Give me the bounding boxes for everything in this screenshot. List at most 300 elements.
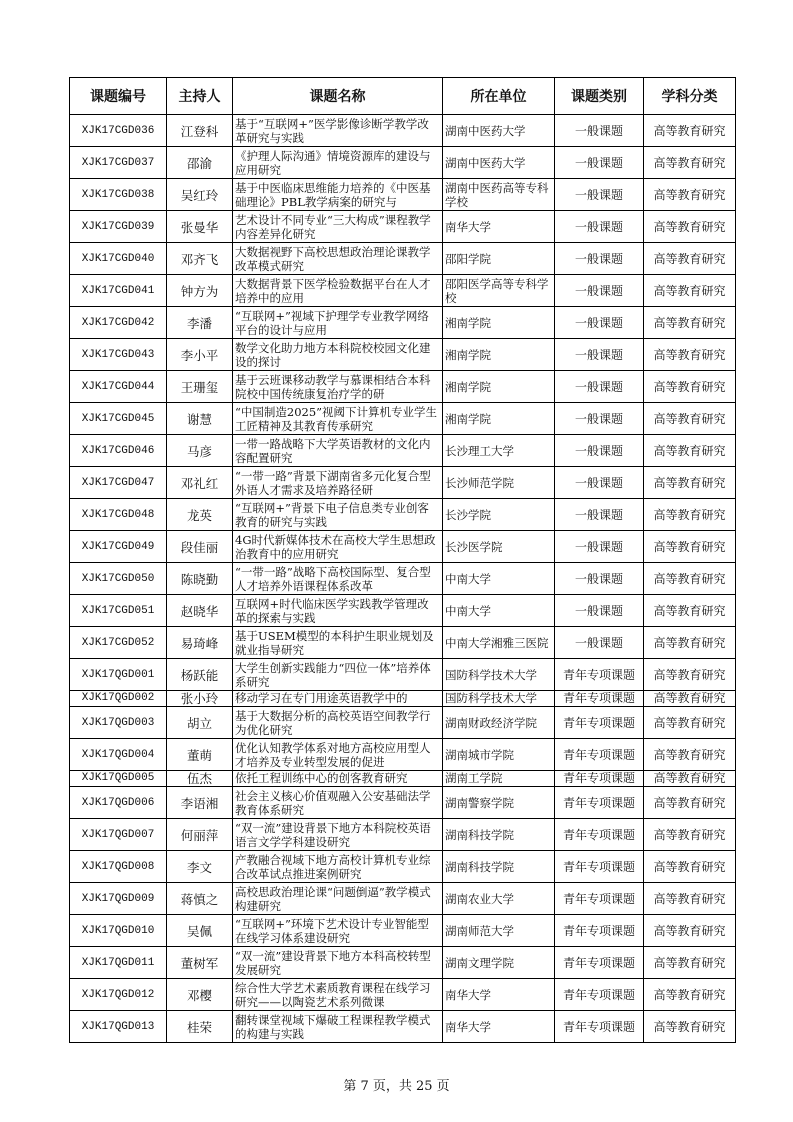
project-code-cell [70,499,167,531]
host-name-cell-text: 钟方为 [180,283,219,299]
project-title-cell-text: 大数据背景下医学检验数据平台在人才培养中的应用 [235,276,431,305]
project-title-cell [233,883,443,915]
category-cell-text: 青年专项课题 [562,956,635,970]
project-code-cell-text: XJK17CGD044 [81,380,155,393]
category-cell [555,275,644,307]
subject-cell-text: 高等教育研究 [653,124,726,138]
project-code-cell-text: XJK17CGD050 [81,572,155,585]
subject-cell-text: 高等教育研究 [653,1020,726,1034]
project-title-cell [233,435,443,467]
institution-cell [443,771,555,787]
header-category: 课题类别 [555,78,644,115]
table-row [70,371,736,403]
host-name-cell [167,531,233,563]
project-title-cell-text: 艺术设计不同专业“三大构成”课程教学内容差异化研究 [235,212,431,241]
project-title-cell-text: 数学文化助力地方本科院校校园文化建设的探讨 [235,340,431,369]
project-code-cell [70,339,167,371]
institution-cell [443,979,555,1011]
project-title-cell-text: 大数据视野下高校思想政治理论课教学改革模式研究 [235,244,431,273]
table-row [70,467,736,499]
project-title-cell [233,627,443,659]
institution-cell-text: 湘南学院 [445,347,491,362]
project-code-cell [70,371,167,403]
project-code-cell-text: XJK17QGD005 [81,772,155,784]
category-cell [555,211,644,243]
project-code-cell-text: XJK17QGD002 [81,692,155,704]
subject-cell-text: 高等教育研究 [653,220,726,234]
table-row [70,771,736,787]
category-cell-text: 青年专项课题 [562,860,635,874]
project-code-cell [70,707,167,739]
subject-cell-text: 高等教育研究 [653,284,726,298]
institution-cell [443,739,555,771]
subject-cell [644,499,736,531]
category-cell [555,883,644,915]
institution-cell [443,147,555,179]
subject-cell [644,403,736,435]
project-code-cell-text: XJK17QGD003 [81,716,155,729]
institution-cell-text: 湖南科技学院 [445,859,514,874]
subject-cell-text: 高等教育研究 [653,316,726,330]
category-cell-text: 一般课题 [574,220,623,234]
host-name-cell [167,467,233,499]
host-name-cell-text: 吴佩 [186,923,212,939]
project-code-cell-text: XJK17QGD001 [81,668,155,681]
host-name-cell [167,883,233,915]
project-title-cell-text: 高校思政治理论课“问题倒逼”教学模式构建研究 [235,884,431,913]
subject-cell [644,707,736,739]
institution-cell-text: 湖南科技学院 [445,827,514,842]
category-cell-text: 一般课题 [574,444,623,458]
table-row [70,243,736,275]
category-cell [555,947,644,979]
institution-cell [443,179,555,211]
table-row [70,307,736,339]
project-code-cell [70,771,167,787]
project-code-cell-text: XJK17CGD047 [81,476,155,489]
institution-cell-text: 湖南中医药大学 [445,155,526,170]
host-name-cell-text: 何丽萍 [180,827,219,843]
project-title-cell [233,1011,443,1043]
project-title-cell-text: 基于中医临床思维能力培养的《中医基础理论》PBL教学病案的研究与 [235,180,431,209]
category-cell-text: 一般课题 [574,188,623,202]
subject-cell [644,467,736,499]
page-footer: 第 7 页，共 25 页 [343,1079,450,1094]
subject-cell-text: 高等教育研究 [653,508,726,522]
host-name-cell-text: 龙英 [186,507,212,523]
subject-cell [644,739,736,771]
category-cell [555,627,644,659]
category-cell [555,851,644,883]
table-row [70,691,736,707]
category-cell [555,435,644,467]
category-cell [555,979,644,1011]
project-title-cell-text: 优化认知教学体系对地方高校应用型人才培养及专业转型发展的促进 [235,740,431,769]
table-row [70,915,736,947]
project-title-cell-text: “互联网+”视域下护理学专业教学网络平台的设计与应用 [235,308,429,337]
institution-cell-text: 南华大学 [445,219,491,234]
category-cell [555,739,644,771]
project-title-cell [233,307,443,339]
subject-cell-text: 高等教育研究 [653,956,726,970]
host-name-cell-text: 桂荣 [186,1019,212,1035]
category-cell [555,307,644,339]
host-name-cell [167,563,233,595]
subject-cell [644,211,736,243]
project-code-cell-text: XJK17CGD041 [81,284,155,297]
category-cell-text: 一般课题 [574,348,623,362]
institution-cell-text: 长沙理工大学 [445,443,514,458]
category-cell [555,771,644,787]
table-row [70,659,736,691]
host-name-cell-text: 易琦峰 [180,635,219,651]
project-title-cell [233,787,443,819]
project-code-cell-text: XJK17QGD011 [81,956,155,969]
project-code-cell-text: XJK17CGD049 [81,540,155,553]
category-cell-text: 一般课题 [574,124,623,138]
host-name-cell-text: 李文 [186,859,212,875]
host-name-cell-text: 邓齐飞 [180,251,219,267]
institution-cell-text: 湘南学院 [445,315,491,330]
institution-cell-text: 湖南文理学院 [445,955,514,970]
institution-cell-text: 湘南学院 [445,411,491,426]
category-cell-text: 青年专项课题 [562,748,635,762]
institution-cell [443,851,555,883]
category-cell-text: 一般课题 [574,284,623,298]
host-name-cell-text: 王珊玺 [180,379,219,395]
institution-cell-text: 中南大学 [445,603,491,618]
project-code-cell [70,179,167,211]
project-code-cell-text: XJK17CGD042 [81,316,155,329]
project-code-cell [70,435,167,467]
category-cell-text: 一般课题 [574,604,623,618]
project-code-cell-text: XJK17CGD037 [81,156,155,169]
table-row [70,339,736,371]
subject-cell [644,435,736,467]
institution-cell [443,435,555,467]
subject-cell-text: 高等教育研究 [653,772,726,785]
project-code-cell-text: XJK17CGD040 [81,252,155,265]
host-name-cell [167,947,233,979]
institution-cell [443,499,555,531]
project-code-cell [70,563,167,595]
project-title-cell-text: 综合性大学艺术素质教育课程在线学习研究——以陶瓷艺术系列微课 [235,980,431,1009]
category-cell [555,243,644,275]
subject-cell-text: 高等教育研究 [653,636,726,650]
subject-cell [644,1011,736,1043]
project-code-cell [70,1011,167,1043]
category-cell-text: 青年专项课题 [562,796,635,810]
table-row [70,179,736,211]
institution-cell-text: 国防科学技术大学 [445,667,537,682]
subject-cell [644,595,736,627]
category-cell-text: 一般课题 [574,412,623,426]
project-code-cell [70,883,167,915]
table-row [70,275,736,307]
project-code-cell [70,851,167,883]
subject-cell-text: 高等教育研究 [653,380,726,394]
category-cell-text: 一般课题 [574,572,623,586]
project-code-cell-text: XJK17QGD009 [81,892,155,905]
table-row [70,1011,736,1043]
project-code-cell-text: XJK17QGD013 [81,1020,155,1033]
subject-cell-text: 高等教育研究 [653,540,726,554]
institution-cell [443,467,555,499]
category-cell-text: 青年专项课题 [562,692,635,705]
project-code-cell-text: XJK17CGD038 [81,188,155,201]
category-cell [555,595,644,627]
institution-cell [443,563,555,595]
institution-cell [443,115,555,147]
category-cell [555,1011,644,1043]
project-code-cell [70,915,167,947]
project-title-cell-text: 一带一路战略下大学英语教材的文化内容配置研究 [235,436,431,465]
institution-cell [443,371,555,403]
project-code-cell-text: XJK17CGD043 [81,348,155,361]
header-subject: 学科分类 [644,78,736,115]
project-code-cell [70,531,167,563]
institution-cell-text: 南华大学 [445,987,491,1002]
subject-cell [644,979,736,1011]
header-code: 课题编号 [70,78,167,115]
project-title-cell-text: 移动学习在专门用途英语教学中的 [235,692,408,705]
institution-cell-text: 湖南中医药高等专科学校 [445,180,549,209]
table-header-row [70,78,736,115]
project-code-cell [70,467,167,499]
institution-cell [443,211,555,243]
host-name-cell-text: 马彦 [186,443,212,459]
subject-cell-text: 高等教育研究 [653,476,726,490]
category-cell-text: 青年专项课题 [562,668,635,682]
subject-cell-text: 高等教育研究 [653,924,726,938]
subject-cell [644,915,736,947]
project-title-cell-text: 《护理人际沟通》情境资源库的建设与应用研究 [235,148,431,177]
project-title-cell-text: 依托工程训练中心的创客教育研究 [235,772,408,785]
project-title-cell [233,115,443,147]
project-title-cell [233,851,443,883]
project-title-cell-text: “双一流”建设背景下地方本科高校转型发展研究 [235,948,431,977]
host-name-cell [167,147,233,179]
table-row [70,595,736,627]
institution-cell-text: 湖南中医药大学 [445,123,526,138]
institution-cell [443,531,555,563]
category-cell [555,339,644,371]
subject-cell-text: 高等教育研究 [653,188,726,202]
project-code-cell [70,211,167,243]
table-row [70,707,736,739]
project-title-cell [233,915,443,947]
host-name-cell-text: 张小玲 [180,692,219,705]
institution-cell [443,819,555,851]
project-title-cell-text: 翻转课堂视域下爆破工程课程教学模式的构建与实践 [235,1012,431,1041]
category-cell-text: 青年专项课题 [562,772,635,785]
institution-cell-text: 南华大学 [445,1019,491,1034]
host-name-cell-text: 陈晓勤 [180,571,219,587]
host-name-cell-text: 胡立 [186,715,212,731]
subject-cell [644,947,736,979]
project-code-cell [70,115,167,147]
project-title-cell-text: “互联网+”背景下电子信息类专业创客教育的研究与实践 [235,500,429,529]
host-name-cell-text: 李语湘 [180,795,219,811]
host-name-cell [167,915,233,947]
institution-cell-text: 湖南工学院 [445,772,503,785]
host-name-cell [167,739,233,771]
project-title-cell [233,659,443,691]
institution-cell-text: 湖南农业大学 [445,891,514,906]
project-code-cell-text: XJK17CGD046 [81,444,155,457]
subject-cell [644,627,736,659]
host-name-cell-text: 杨跃能 [180,667,219,683]
project-title-cell [233,211,443,243]
project-title-cell-text: 基于“互联网+”医学影像诊断学教学改革研究与实践 [235,116,429,145]
subject-cell [644,883,736,915]
host-name-cell-text: 李小平 [180,347,219,363]
project-code-cell-text: XJK17QGD006 [81,796,155,809]
institution-cell-text: 湖南财政经济学院 [445,715,537,730]
category-cell-text: 一般课题 [574,476,623,490]
category-cell-text: 青年专项课题 [562,924,635,938]
subject-cell [644,787,736,819]
institution-cell [443,243,555,275]
institution-cell-text: 湖南师范大学 [445,923,514,938]
table-row [70,147,736,179]
project-code-cell [70,627,167,659]
table-row [70,947,736,979]
project-code-cell-text: XJK17QGD012 [81,988,155,1001]
subject-cell-text: 高等教育研究 [653,252,726,266]
project-code-cell [70,659,167,691]
table-body [70,115,736,1043]
host-name-cell-text: 董萌 [186,747,212,763]
category-cell-text: 一般课题 [574,540,623,554]
project-title-cell-text: “一带一路”背景下湖南省多元化复合型外语人才需求及培养路径研 [235,468,431,497]
project-title-cell [233,531,443,563]
institution-cell [443,1011,555,1043]
project-code-cell-text: XJK17CGD045 [81,412,155,425]
host-name-cell [167,211,233,243]
category-cell [555,691,644,707]
host-name-cell-text: 蒋慎之 [180,891,219,907]
table-row [70,211,736,243]
project-code-cell-text: XJK17QGD008 [81,860,155,873]
project-title-cell-text: 互联网+时代临床医学实践教学管理改革的探索与实践 [235,596,429,625]
category-cell-text: 青年专项课题 [562,892,635,906]
institution-cell-text: 长沙医学院 [445,539,503,554]
category-cell [555,179,644,211]
table-row [70,531,736,563]
host-name-cell [167,979,233,1011]
institution-cell [443,947,555,979]
host-name-cell-text: 董树军 [180,955,219,971]
host-name-cell [167,115,233,147]
project-code-cell [70,403,167,435]
institution-cell-text: 长沙学院 [445,507,491,522]
table-row [70,499,736,531]
category-cell [555,403,644,435]
project-title-cell [233,947,443,979]
institution-cell-text: 湘南学院 [445,379,491,394]
category-cell-text: 一般课题 [574,252,623,266]
host-name-cell [167,595,233,627]
host-name-cell [167,1011,233,1043]
host-name-cell-text: 伍杰 [186,772,212,785]
project-code-cell [70,275,167,307]
host-name-cell [167,627,233,659]
project-code-cell [70,147,167,179]
project-title-cell [233,275,443,307]
project-title-cell [233,979,443,1011]
host-name-cell [167,403,233,435]
subject-cell-text: 高等教育研究 [653,988,726,1002]
project-code-cell-text: XJK17CGD051 [81,604,155,617]
header-title: 课题名称 [233,78,443,115]
category-cell [555,659,644,691]
project-code-cell-text: XJK17CGD036 [81,124,155,137]
subject-cell [644,275,736,307]
subject-cell [644,243,736,275]
subject-cell-text: 高等教育研究 [653,828,726,842]
host-name-cell [167,243,233,275]
category-cell-text: 一般课题 [574,316,623,330]
institution-cell-text: 邵阳学院 [445,251,491,266]
institution-cell-text: 湖南城市学院 [445,747,514,762]
subject-cell [644,819,736,851]
table-row [70,979,736,1011]
category-cell [555,707,644,739]
subject-cell [644,563,736,595]
host-name-cell-text: 赵晓华 [180,603,219,619]
host-name-cell [167,819,233,851]
institution-cell [443,627,555,659]
project-title-cell [233,707,443,739]
host-name-cell [167,275,233,307]
project-title-cell [233,499,443,531]
table-row [70,883,736,915]
category-cell [555,819,644,851]
host-name-cell-text: 谢慧 [186,411,212,427]
host-name-cell [167,707,233,739]
header-host: 主持人 [167,78,233,115]
project-title-cell-text: 4G时代新媒体技术在高校大学生思想政治教育中的应用研究 [235,532,436,561]
project-code-cell [70,819,167,851]
table-row [70,627,736,659]
category-cell-text: 青年专项课题 [562,828,635,842]
host-name-cell [167,307,233,339]
host-name-cell [167,659,233,691]
subject-cell [644,307,736,339]
project-title-cell-text: “中国制造2025”视阈下计算机专业学生工匠精神及其教育传承研究 [235,404,438,433]
project-code-cell [70,595,167,627]
table-row [70,739,736,771]
project-code-cell-text: XJK17QGD010 [81,924,155,937]
host-name-cell [167,339,233,371]
project-title-cell [233,595,443,627]
subject-cell-text: 高等教育研究 [653,860,726,874]
project-table [69,77,736,1043]
institution-cell [443,307,555,339]
category-cell-text: 一般课题 [574,380,623,394]
host-name-cell-text: 邓樱 [186,987,212,1003]
subject-cell-text: 高等教育研究 [653,748,726,762]
host-name-cell [167,499,233,531]
category-cell [555,499,644,531]
host-name-cell [167,771,233,787]
subject-cell-text: 高等教育研究 [653,668,726,682]
project-title-cell-text: 基于云班课移动教学与慕课相结合本科院校中国传统康复治疗学的研 [235,372,431,401]
project-title-cell [233,771,443,787]
project-title-cell [233,403,443,435]
subject-cell [644,851,736,883]
